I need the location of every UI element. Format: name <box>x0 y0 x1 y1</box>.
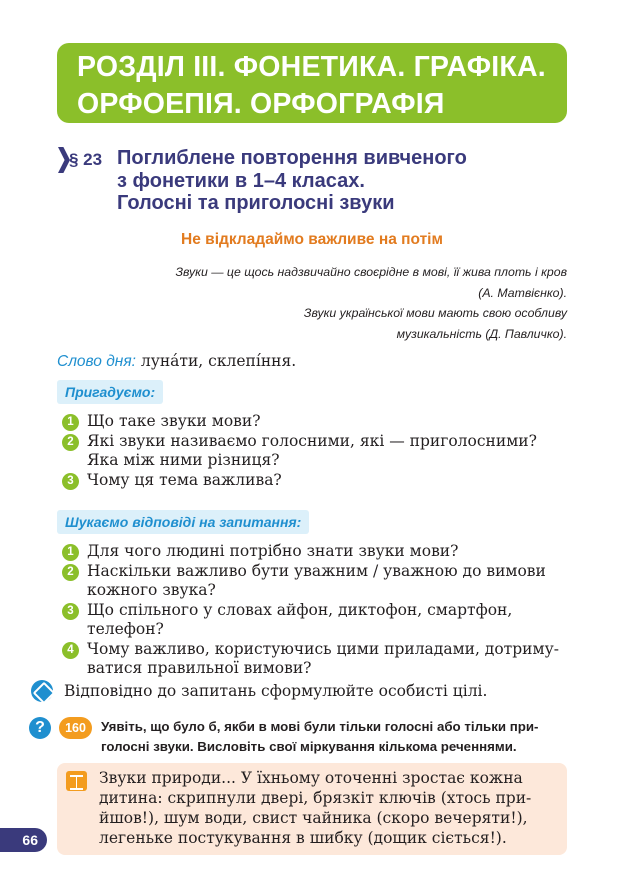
word-of-day <box>57 352 296 371</box>
list-item <box>62 601 568 640</box>
nature-line: легеньке постукування в шибку (дощик сіється!). <box>99 829 507 847</box>
list-item <box>62 412 568 432</box>
chapter-banner <box>57 43 567 123</box>
item-line: Наскільки важливо бути уважним / уважною до вимови <box>87 561 546 580</box>
nature-box <box>57 763 567 855</box>
nature-line: йшов!), шум води, свист чайника (скоро вечеряти!), <box>99 809 528 827</box>
nature-line: Звуки природи... У їхньому оточенні зростає кожна <box>99 769 523 787</box>
exercise-line: Уявіть, що було б, якби в мові були тільки голосні або тільки при- <box>101 719 539 734</box>
goals-diamond-icon <box>31 680 53 702</box>
item-line: кожного звука? <box>87 581 216 599</box>
nature-text <box>99 768 554 848</box>
epigraph-line: (А. Матвієнко). <box>478 285 567 300</box>
word-of-day-text: луна́ти, склепі́ння. <box>135 352 297 370</box>
item-line: Чому важливо, користуючись цими приладами, дотриму- <box>87 639 559 658</box>
chapter-title-line-2: ОРФОЕПІЯ. ОРФОГРАФІЯ <box>77 88 445 120</box>
list-item <box>62 640 568 679</box>
epigraph <box>97 262 567 344</box>
exercise-line: голосні звуки. Висловіть свої міркування кількома реченнями. <box>101 738 517 754</box>
item-line: Що таке звуки мови? <box>87 412 261 430</box>
list-item <box>62 432 568 471</box>
exercise-text <box>101 717 567 756</box>
number-badge: 3 <box>62 603 79 620</box>
item-line: Для чого людині потрібно знати звуки мови? <box>87 542 459 560</box>
number-badge: 1 <box>62 544 79 561</box>
lesson-subtitle: Не відкладаймо важливе на потім <box>181 231 443 248</box>
number-badge: 1 <box>62 414 79 431</box>
list-item <box>62 562 568 601</box>
item-line: Що спільного у словах айфон, диктофон, смартфон, <box>87 600 513 619</box>
epigraph-line: музикальність (Д. Павличко). <box>396 326 567 341</box>
epigraph-line: Звуки — це щось надзвичайно своєрідне в мові, її жива плоть і кров <box>175 265 567 279</box>
epigraph-line: Звуки української мови мають свою особливу <box>303 306 567 320</box>
nature-line: дитина: скрипнули двері, брязкіт ключів (хтось при- <box>99 789 532 807</box>
item-line: Яка між ними різниця? <box>87 451 280 469</box>
item-line: ватися правильної вимови? <box>87 659 312 677</box>
section-title-line-1: Поглиблене повторення вивченого <box>117 147 467 169</box>
exercise-number: 160 <box>59 717 92 739</box>
list-item <box>62 471 568 491</box>
item-line: Які звуки називаємо голосними, які — приголосними? <box>87 431 537 450</box>
number-badge: 3 <box>62 473 79 490</box>
number-badge: 4 <box>62 642 79 659</box>
answers-label: Шукаємо відповіді на запитання: <box>57 510 309 534</box>
word-of-day-label: Слово дня: <box>57 353 136 370</box>
number-badge: 2 <box>62 564 79 581</box>
item-line: Чому ця тема важлива? <box>87 470 282 489</box>
recall-label: Пригадуємо: <box>57 380 163 404</box>
page-number: 66 <box>0 828 47 852</box>
section-title <box>117 147 567 215</box>
list-item <box>62 542 568 562</box>
item-line: телефон? <box>87 620 164 638</box>
section-badge <box>58 147 108 173</box>
number-badge: 2 <box>62 434 79 451</box>
chapter-title-line-1: РОЗДІЛ ІІІ. ФОНЕТИКА. ГРАФІКА. <box>77 51 546 83</box>
question-icon: ? <box>29 717 51 739</box>
recall-list <box>62 412 568 490</box>
book-icon <box>66 771 87 791</box>
section-title-line-3: Голосні та приголосні звуки <box>117 192 395 214</box>
section-title-line-2: з фонетики в 1–4 класах. <box>117 169 365 192</box>
section-number: § 23 <box>69 150 103 169</box>
answers-list <box>62 542 568 679</box>
goals-text: Відповідно до запитань сформулюйте особисті цілі. <box>64 682 488 700</box>
